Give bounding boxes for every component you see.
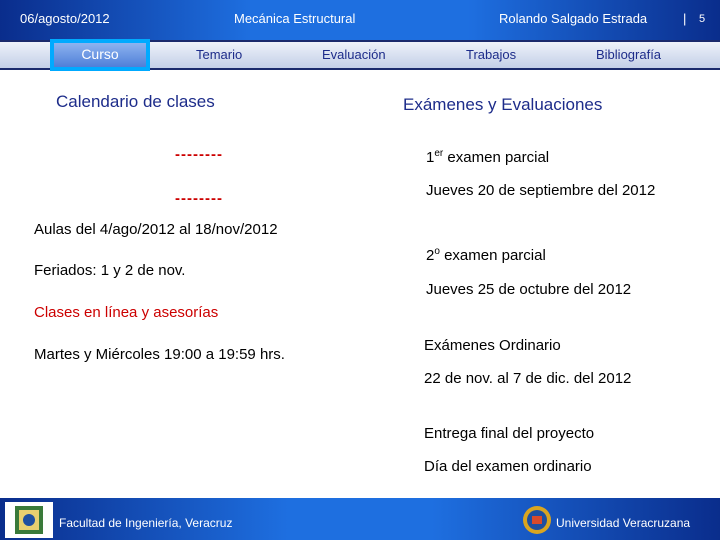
nav-bibliografia[interactable]: Bibliografía [596,47,662,62]
exam2-title: 2$^o$ examen parcial [426,246,546,264]
placeholder-dashes-2: -------- [175,190,223,207]
faculty-logo [5,502,53,538]
exam1-title: 1er examen parcial [426,148,550,166]
university-seal-icon [522,505,552,535]
entrega-label: Entrega final del proyecto [424,425,595,442]
top-header-bar [0,0,720,40]
clases-heading: Clases en línea y asesorías [34,304,219,321]
placeholder-dashes-1: -------- [175,146,223,163]
nav-curso-selected[interactable]: Curso [50,39,150,71]
header-course-title: Mecánica Estructural [234,11,356,26]
entrega-when: Día del examen ordinario [424,458,592,475]
nav-temario[interactable]: Temario [196,47,243,62]
ordinario-dates: 22 de nov. al 7 de dic. del 2012 [424,370,632,387]
header-date: 06/agosto/2012 [20,11,110,26]
feriados: Feriados: 1 y 2 de nov. [34,262,186,279]
header-separator: | [683,11,687,26]
nav-evaluacion[interactable]: Evaluación [322,47,386,62]
footer-faculty: Facultad de Ingeniería, Veracruz [59,516,233,530]
footer-university: Universidad Veracruzana [556,516,691,530]
exam1-date: Jueves 20 de septiembre del 2012 [426,182,656,199]
calendar-heading: Calendario de clases [56,92,215,111]
aulas-dates: Aulas del 4/ago/2012 al 18/nov/2012 [34,221,278,238]
header-author: Rolando Salgado Estrada [499,11,648,26]
ordinario-label: Exámenes Ordinario [424,337,561,354]
nav-trabajos[interactable]: Trabajos [466,47,517,62]
exams-heading: Exámenes y Evaluaciones [403,95,603,114]
page-number: 5 [699,13,706,25]
horario-asesorias: Martes y Miércoles 19:00 a 19:59 hrs. [34,346,285,363]
exam2-date: Jueves 25 de octubre del 2012 [426,281,632,298]
